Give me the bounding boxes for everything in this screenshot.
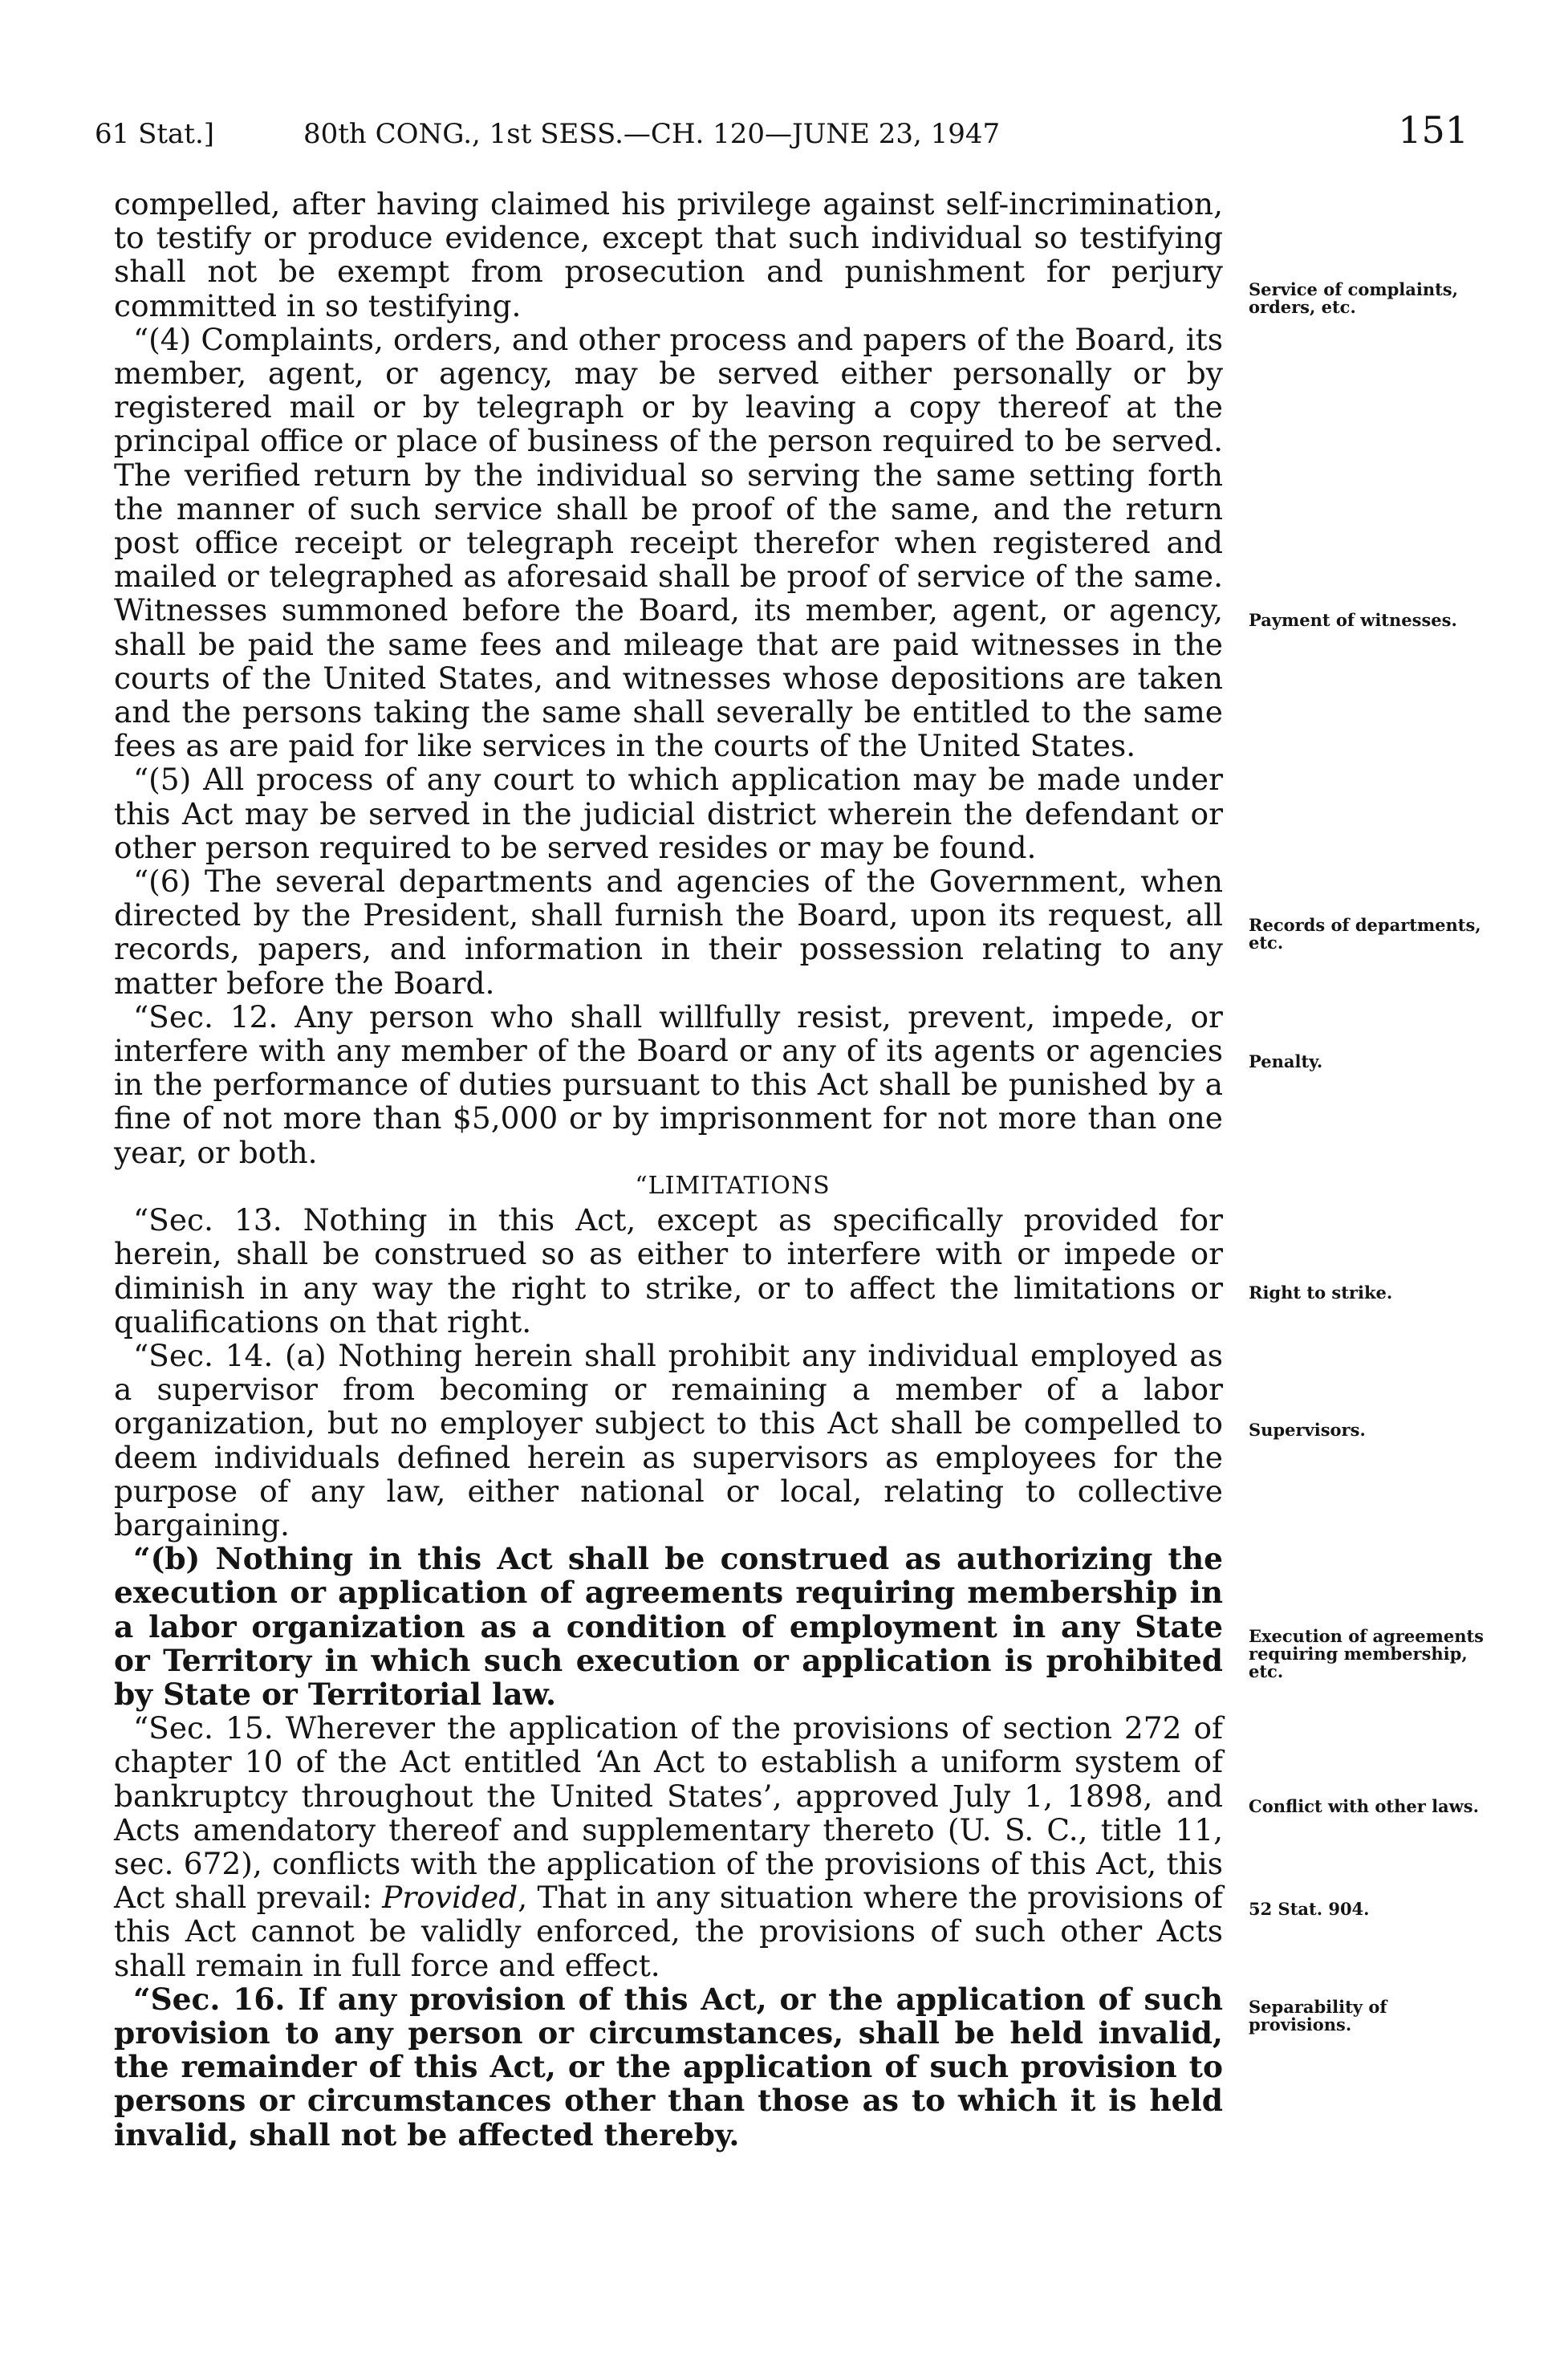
margin-note-penalty: Penalty.: [1249, 1051, 1323, 1071]
page-number: 151: [1398, 108, 1468, 152]
paragraph-sec-12: “Sec. 12. Any person who shall willfully resist, prevent, impede, or interfere with any member of the Board or any of its agents or agencies in the performance of duties pursuant to this Act shall be punished by a fine of not more than $5,000 or by imprisonment for not more than one year, or both.: [114, 998, 1223, 1170]
paragraph-service-of-process: “(4) Complaints, orders, and other process and papers of the Board, its member, agent, or agency, may be served either personally or by registered mail or by telegraph or by leaving a copy thereof at the principal office or place of business of the person required to be served. The verified return by the individual so serving the same setting forth the manner of such service shall be proof of the same, and the return post office receipt or telegraph receipt therefor when registered and mailed or telegraphed as aforesaid shall be proof of service of the same. Witnesses summoned before the Board, its member, agent, or agency, shall be paid the same fees and mileage that are paid witnesses in the courts of the United States, and witnesses whose depositions are taken and the persons taking the same shall severally be entitled to the same fees as are paid for like services in the courts of the United States.: [114, 321, 1223, 764]
margin-note-right-to-strike: Right to strike.: [1249, 1283, 1393, 1303]
heading-limitations: “LIMITATIONS: [635, 1171, 831, 1200]
sec-15-text-a: “Sec. 15. Wherever the application of the provisions of section 272 of chapter 10 of the Act entitled ‘An Act to establish a uniform system of bankruptcy throughout the United States’, approved July 1, 1898, and Acts amendatory thereof and supplementary thereto (U. S. C., title 11, sec. 672), conflicts with the application of the provisions of this Act, this Act shall prevail:: [114, 1710, 1223, 1916]
margin-note-records: Records of departments, etc.: [1249, 915, 1481, 953]
running-header: [95, 108, 1468, 157]
paragraph-sec-15: [114, 1711, 1223, 1982]
margin-note-stat-citation: 52 Stat. 904.: [1249, 1899, 1370, 1919]
paragraph-sec-14a: “Sec. 14. (a) Nothing herein shall prohibit any individual employed as a supervisor from becoming or remaining a member of a labor organization, but no employer subject to this Act shall be compelled to deem individuals defined herein as supervisors as employees for the purpose of any law, either national or local, relating to collective bargaining.: [114, 1337, 1223, 1543]
statute-citation: 61 Stat.]: [95, 118, 215, 150]
provided-proviso: Provided: [382, 1880, 518, 1916]
margin-note-witnesses: Payment of witnesses.: [1249, 610, 1457, 630]
paragraph-court-process: “(5) All process of any court to which application may be made under this Act may be served in the judicial district wherein the defendant or other person required to be served resides or may be found.: [114, 762, 1223, 865]
margin-note-service: Service of complaints, orders, etc.: [1249, 279, 1458, 317]
margin-note-conflict: Conflict with other laws.: [1249, 1796, 1479, 1816]
main-text-column: [114, 187, 1223, 2152]
sec-15-text-b: , That in any situation where the provisions of this Act cannot be validly enforced, the provisions of such other Acts shall remain in full force and effect.: [114, 1880, 1223, 1983]
paragraph-sec-13: “Sec. 13. Nothing in this Act, except as specifically provided for herein, shall be construed so as either to interfere with or impede or diminish in any way the right to strike, or to affect the limitations or qualifications on that right.: [114, 1202, 1223, 1339]
margin-note-separability: Separability of provisions.: [1249, 1997, 1387, 2035]
paragraph-records: “(6) The several departments and agencies of the Government, when directed by the President, shall furnish the Board, upon its request, all records, papers, and information in their possession relating to any matter before the Board.: [114, 864, 1223, 1001]
congress-session-citation: 80th CONG., 1st SESS.—CH. 120—JUNE 23, 1947: [303, 118, 1001, 150]
paragraph-sec-14b: “(b) Nothing in this Act shall be construed as authorizing the execution or application of agreements requiring membership in a labor organization as a condition of employment in any State or Territory in which such execution or application is prohibited by State or Territorial law.: [114, 1541, 1223, 1712]
margin-note-execution-of-agreements: Execution of agreements requiring membership, etc.: [1249, 1626, 1485, 1681]
margin-note-supervisors: Supervisors.: [1249, 1420, 1366, 1440]
paragraph-sec-16: “Sec. 16. If any provision of this Act, or the application of such provision to any person or circumstances, shall be held invalid, the remainder of this Act, or the application of such provision to persons or circumstances other than those as to which it is held invalid, shall not be affected thereby.: [114, 1981, 1223, 2152]
paragraph-self-incrimination: compelled, after having claimed his privilege against self-incrimination, to testify or produce evidence, except that such individual so testifying shall not be exempt from prosecution and punishment for perjury committed in so testifying.: [114, 186, 1223, 323]
